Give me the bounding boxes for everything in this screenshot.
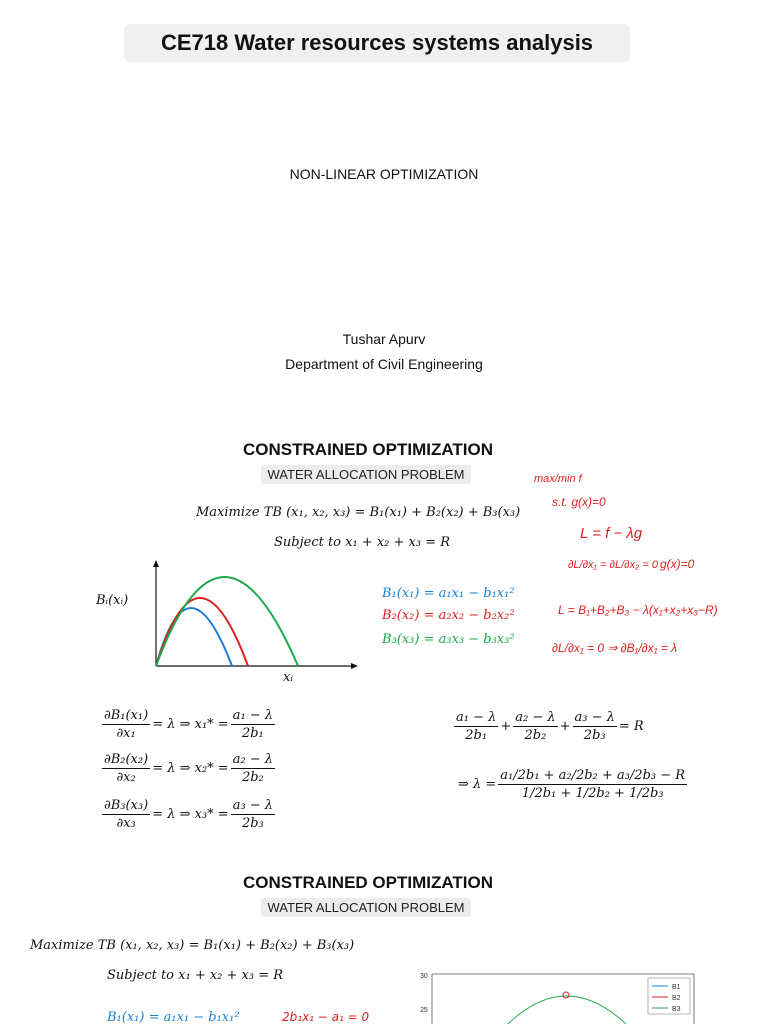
derivative-eq-1: $\frac{\text{∂B₁(x₁)}}{\text{∂x₁}}$ = λ ⇒ x₁* = $\frac{\text{a₁ − λ}}{\text{2b₁}}$ bbox=[104, 708, 274, 741]
author-name: Tushar Apurv bbox=[342, 331, 426, 347]
ytick-25: 25 bbox=[420, 1007, 428, 1014]
benefit-curves-graph bbox=[140, 558, 365, 673]
graph-x-label: xᵢ bbox=[283, 670, 293, 685]
benefit-eq-1: B₁(x₁) = a₁x₁ − b₁x₁² bbox=[382, 586, 515, 601]
benefit-eq-partial: B₁(x₁) = a₁x₁ − b₁x₁² bbox=[107, 1010, 240, 1025]
benefit-chart bbox=[412, 968, 702, 1024]
x-axis-arrow bbox=[351, 663, 358, 669]
constraint-equation: Subject to x₁ + x₂ + x₃ = R bbox=[274, 535, 451, 550]
course-title: CE718 Water resources systems analysis bbox=[124, 24, 630, 62]
objective-function: Maximize TB (x₁, x₂, x₃) = B₁(x₁) + B₂(x₂) + B₃(x₃) bbox=[196, 505, 521, 520]
hand-line-2: s.t. g(x)=0 bbox=[552, 495, 606, 509]
hand-note-partial: 2b₁x₁ − a₁ = 0 bbox=[282, 1010, 370, 1024]
section-heading: CONSTRAINED OPTIMIZATION bbox=[243, 440, 493, 459]
chart-legend bbox=[648, 978, 690, 1014]
department-name: Department of Civil Engineering bbox=[285, 356, 483, 372]
benefit-eq-3: B₃(x₃) = a₃x₃ − b₃x₃² bbox=[382, 632, 515, 647]
sum-equation: $\frac{\text{a₁ − λ}}{\text{2b₁}}$ + $\frac{\text{a₂ − λ}}{\text{2b₂}}$ + $\frac{\text{a₃ − λ}}{\text{2b₃}}$ = R bbox=[456, 710, 644, 743]
problem-tag-2: WATER ALLOCATION PROBLEM bbox=[261, 898, 472, 917]
hand-line-3: L = f − λg bbox=[580, 525, 643, 542]
ytick-30: 30 bbox=[420, 973, 428, 980]
constraint-equation-2: Subject to x₁ + x₂ + x₃ = R bbox=[107, 968, 284, 983]
derivative-eq-3: $\frac{\text{∂B₃(x₃)}}{\text{∂x₃}}$ = λ ⇒ x₃* = $\frac{\text{a₃ − λ}}{\text{2b₃}}$ bbox=[104, 798, 274, 831]
lambda-equation: ⇒ λ = $\frac{\text{a₁/2b₁ + a₂/2b₂ + a₃/2b₃ − R}}{\text{1/2b₁ + 1/2b₂ + 1/2b₃}}$ bbox=[458, 768, 686, 801]
legend-b3: B3 bbox=[672, 1006, 681, 1013]
chart-optimum-marker bbox=[563, 992, 569, 998]
hand-line-5: L = B₁+B₂+B₃ − λ(x₁+x₂+x₃−R) bbox=[558, 603, 718, 617]
derivative-eq-2: $\frac{\text{∂B₂(x₂)}}{\text{∂x₂}}$ = λ ⇒ x₂* = $\frac{\text{a₂ − λ}}{\text{2b₂}}$ bbox=[104, 752, 274, 785]
problem-tag: WATER ALLOCATION PROBLEM bbox=[261, 465, 472, 484]
chart-curve-b3 bbox=[508, 996, 626, 1024]
legend-b1: B1 bbox=[672, 984, 681, 991]
legend-b2: B2 bbox=[672, 995, 681, 1002]
objective-function-2: Maximize TB (x₁, x₂, x₃) = B₁(x₁) + B₂(x₂) + B₃(x₃) bbox=[30, 938, 355, 953]
slide-subtitle: NON-LINEAR OPTIMIZATION bbox=[289, 166, 479, 182]
section-heading-2: CONSTRAINED OPTIMIZATION bbox=[243, 873, 493, 892]
hand-line-6: ∂L/∂x₁ = 0 ⇒ ∂B₁/∂x₁ = λ bbox=[552, 641, 678, 655]
hand-line-4a: ∂L/∂x₁ = ∂L/∂x₂ = 0 bbox=[568, 559, 658, 571]
hand-line-1: max/min f bbox=[534, 473, 582, 485]
graph-y-label: Bᵢ(xᵢ) bbox=[96, 593, 129, 608]
benefit-eq-2: B₂(x₂) = a₂x₂ − b₂x₂² bbox=[382, 608, 515, 623]
handwritten-notes bbox=[528, 456, 764, 676]
y-axis-arrow bbox=[153, 560, 159, 567]
hand-line-4b: g(x)=0 bbox=[660, 557, 695, 571]
